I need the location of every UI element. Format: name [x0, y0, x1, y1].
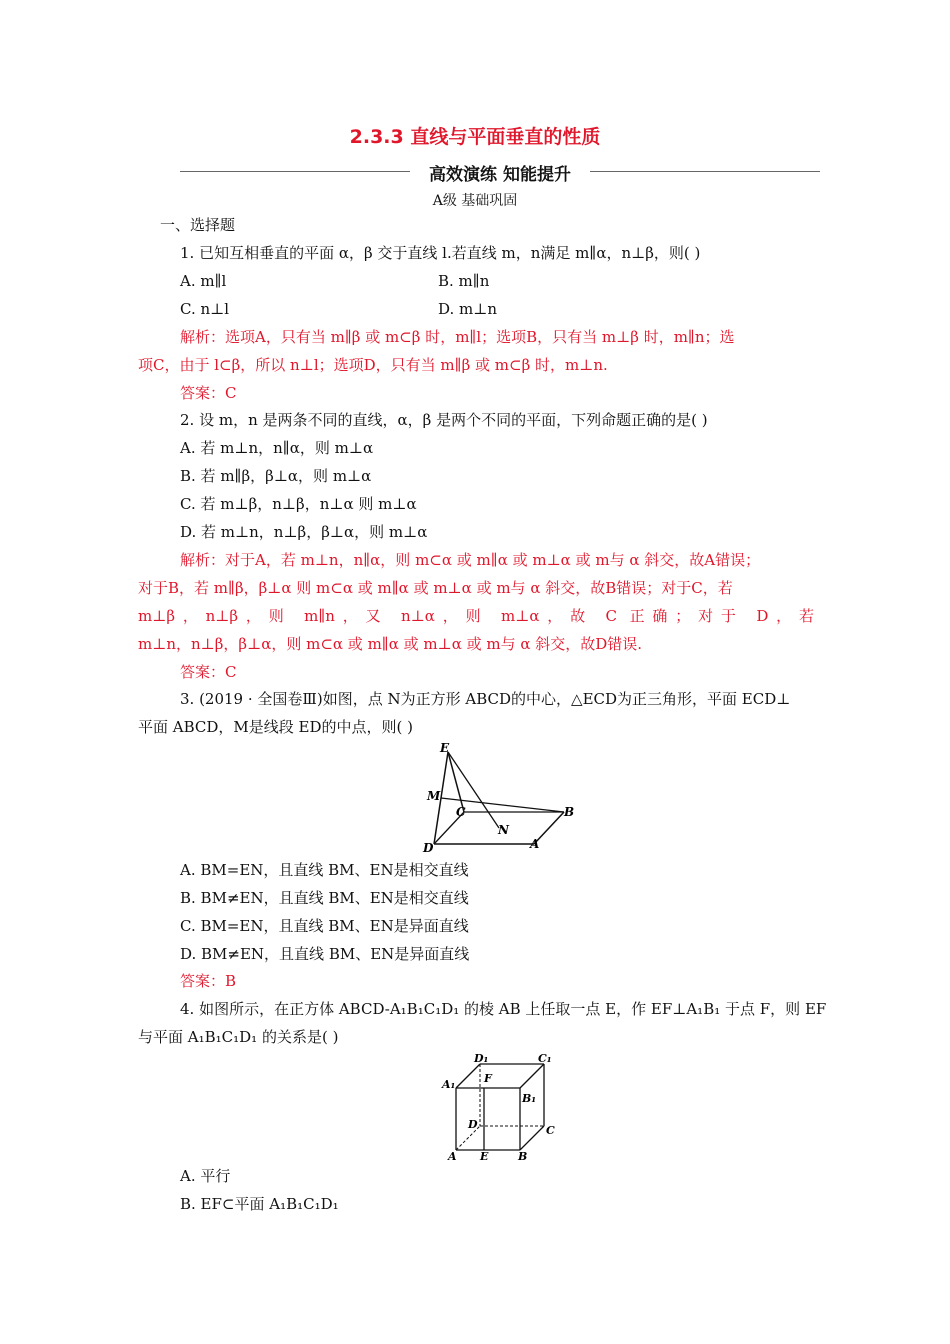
q2-option-a: A. 若 m⊥n，n∥α，则 m⊥α: [180, 439, 374, 457]
page-title: 2.3.3 直线与平面垂直的性质: [349, 126, 601, 148]
q4-label-C1: C₁: [538, 1052, 552, 1065]
q1-stem: 1. 已知互相垂直的平面 α，β 交于直线 l.若直线 m，n满足 m∥α，n⊥β，则( ): [180, 244, 701, 262]
level-heading: A级 基础巩固: [432, 193, 518, 209]
q4-edge-A1D1: [456, 1064, 480, 1088]
section-heading: 一、选择题: [160, 216, 236, 234]
q3-label-M: M: [427, 789, 441, 803]
q2-option-b: B. 若 m∥β，β⊥α，则 m⊥α: [180, 467, 372, 485]
q3-answer: 答案：B: [180, 972, 237, 990]
q2-analysis-line2: 对于B，若 m∥β，β⊥α 则 m⊂α 或 m∥α 或 m⊥α 或 m与 α 斜交，故B错误；对于C，若: [138, 579, 733, 597]
q3-label-E: E: [440, 741, 450, 755]
q4-label-F: F: [484, 1072, 492, 1085]
q4-edge-B1C1: [520, 1064, 544, 1088]
q4-stem-line1: 4. 如图所示，在正方体 ABCD-A₁B₁C₁D₁ 的棱 AB 上任取一点 E，作 EF⊥A₁B₁ 于点 F，则 EF: [180, 1000, 827, 1018]
q2-option-c: C. 若 m⊥β，n⊥β，n⊥α 则 m⊥α: [180, 495, 417, 513]
q4-label-A1: A₁: [442, 1078, 456, 1091]
q4-option-b: B. EF⊂平面 A₁B₁C₁D₁: [180, 1195, 339, 1213]
q3-label-N: N: [498, 823, 509, 837]
q4-label-B1: B₁: [522, 1092, 537, 1105]
q2-analysis-line1: 解析：对于A，若 m⊥n，n∥α，则 m⊂α 或 m∥α 或 m⊥α 或 m与 α 斜交，故A错误；: [180, 551, 761, 569]
q1-analysis-line2: 项C，由于 l⊂β，所以 n⊥l；选项D，只有当 m∥β 或 m⊂β 时，m⊥n.: [138, 356, 608, 374]
q2-answer: 答案：C: [180, 663, 237, 681]
q3-option-c: C. BM=EN，且直线 BM、EN是异面直线: [180, 917, 469, 935]
q3-edge-EC: [448, 752, 464, 812]
q4-label-C: C: [546, 1124, 555, 1137]
q4-edge-BC: [520, 1126, 544, 1150]
q2-stem: 2. 设 m，n 是两条不同的直线，α，β 是两个不同的平面，下列命题正确的是( ): [180, 411, 708, 429]
q4-label-D: D: [468, 1118, 478, 1131]
banner-text: 高效演练 知能提升: [429, 165, 571, 185]
q4-label-A: A: [448, 1150, 457, 1162]
q3-label-D: D: [423, 841, 434, 854]
q1-analysis-line1: 解析：选项A，只有当 m∥β 或 m⊂β 时，m∥l；选项B，只有当 m⊥β 时，m∥n；选: [180, 328, 735, 346]
q2-analysis-line3: m⊥β，n⊥β，则 m∥n，又 n⊥α，则 m⊥α，故 C 正确；对于 D，若: [138, 607, 814, 625]
q3-figure: [418, 738, 578, 854]
banner-rule-right: [590, 171, 820, 172]
q4-figure: [440, 1052, 560, 1162]
q3-option-b: B. BM≠EN，且直线 BM、EN是相交直线: [180, 889, 469, 907]
q3-label-A: A: [530, 837, 540, 851]
q3-stem-line2: 平面 ABCD，M是线段 ED的中点，则( ): [138, 718, 413, 736]
q4-label-E: E: [480, 1150, 489, 1162]
q3-option-a: A. BM=EN，且直线 BM、EN是相交直线: [180, 861, 469, 879]
q1-answer: 答案：C: [180, 384, 237, 402]
q2-analysis-line4: m⊥n，n⊥β，β⊥α，则 m⊂α 或 m∥α 或 m⊥α 或 m与 α 斜交，故D错误.: [138, 635, 643, 653]
q3-label-B: B: [564, 805, 575, 819]
q1-option-b: B. m∥n: [438, 272, 490, 290]
q3-stem-line1: 3. (2019 · 全国卷Ⅲ)如图，点 N为正方形 ABCD的中心，△ECD为正三角形，平面 ECD⊥: [180, 690, 791, 708]
q1-option-a: A. m∥l: [180, 272, 227, 290]
q1-option-d: D. m⊥n: [438, 300, 498, 318]
q4-label-D1: D₁: [474, 1052, 489, 1065]
q4-stem-line2: 与平面 A₁B₁C₁D₁ 的关系是( ): [138, 1028, 339, 1046]
section-banner: [180, 158, 820, 184]
q1-option-c: C. n⊥l: [180, 300, 230, 318]
q2-option-d: D. 若 m⊥n，n⊥β，β⊥α，则 m⊥α: [180, 523, 428, 541]
q4-option-a: A. 平行: [180, 1167, 231, 1185]
q3-option-d: D. BM≠EN，且直线 BM、EN是异面直线: [180, 945, 470, 963]
q3-label-C: C: [456, 805, 466, 819]
q4-label-B: B: [518, 1150, 528, 1162]
